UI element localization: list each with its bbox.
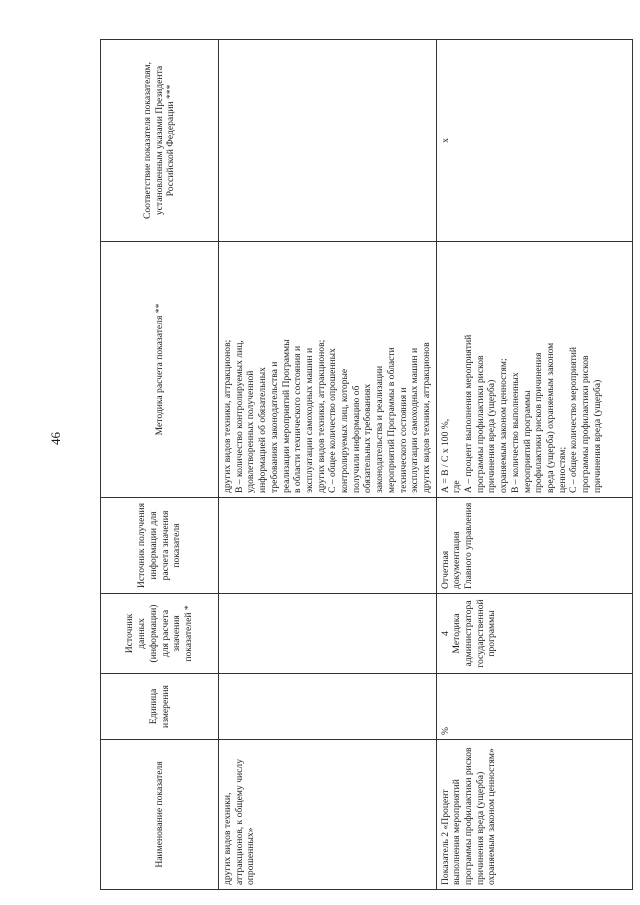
row2-source-info: Отчетная документация Главного управления (436, 498, 632, 594)
table-row (436, 40, 632, 890)
header-data-source: Источник данных (информации) для расчета значения показателей * (101, 594, 219, 674)
row2-method: А = В / С х 100 %, где А – процент выполнения мероприятий программы профилактики рисков причинения вреда (ущерба) охраняемым законом ценностям; В – количество выполненных мероприятий программы профилактики рисков причинения вреда (ущерба) охраняемым законом ценностям; С – общее количество мероприятий программы профилактики рисков причинения вреда (ущерба) (436, 242, 632, 498)
row1-source-data (219, 594, 437, 674)
rotated-table-container (100, 40, 603, 890)
row2-name: Показатель 2 «Процент выполнения мероприятий программы профилактики рисков причинения вреда (ущерба) охраняемым законом ценностям» (436, 740, 632, 890)
row2-compliance: х (436, 40, 632, 242)
header-indicator-name: Наименование показателя (101, 740, 219, 890)
row1-compliance (219, 40, 437, 242)
table-row (219, 40, 437, 890)
table-header-row (101, 40, 219, 890)
page-number: 46 (48, 432, 63, 445)
row2-unit: % (436, 674, 632, 740)
header-info-source: Источник получения информации для расчета значения показателя (101, 498, 219, 594)
header-unit: Единица измерения (101, 674, 219, 740)
indicator-table (100, 39, 633, 890)
row2-source-data-num: 4 (439, 631, 451, 636)
row1-source-info (219, 498, 437, 594)
header-compliance: Соответствие показателя показателям, установленным указами Президента Российской Федерации *** (101, 40, 219, 242)
row2-source-data (436, 594, 632, 674)
row1-unit (219, 674, 437, 740)
row1-method: других видов техники, аттракционов; В – количество контролируемых лиц, удовлетворенных полученной информацией об обязательных требованиях законодательства и реализации мероприятий Программы в области технического состояния и эксплуатации самоходных машин и других видов техники, аттракционов; С – общее количество опрошенных контролируемых лиц, которые получили информацию об обязательных требованиях законодательства и реализации мероприятий Программы в области технического состояния и эксплуатации самоходных машин и других видов техники, аттракционов (219, 242, 437, 498)
row1-name: других видов техники, аттракционов, к общему числу опрошенных» (219, 740, 437, 890)
row2-source-data-text: Методика администратора государственной программы (451, 599, 498, 668)
header-method: Методика расчета показателя ** (101, 242, 219, 498)
